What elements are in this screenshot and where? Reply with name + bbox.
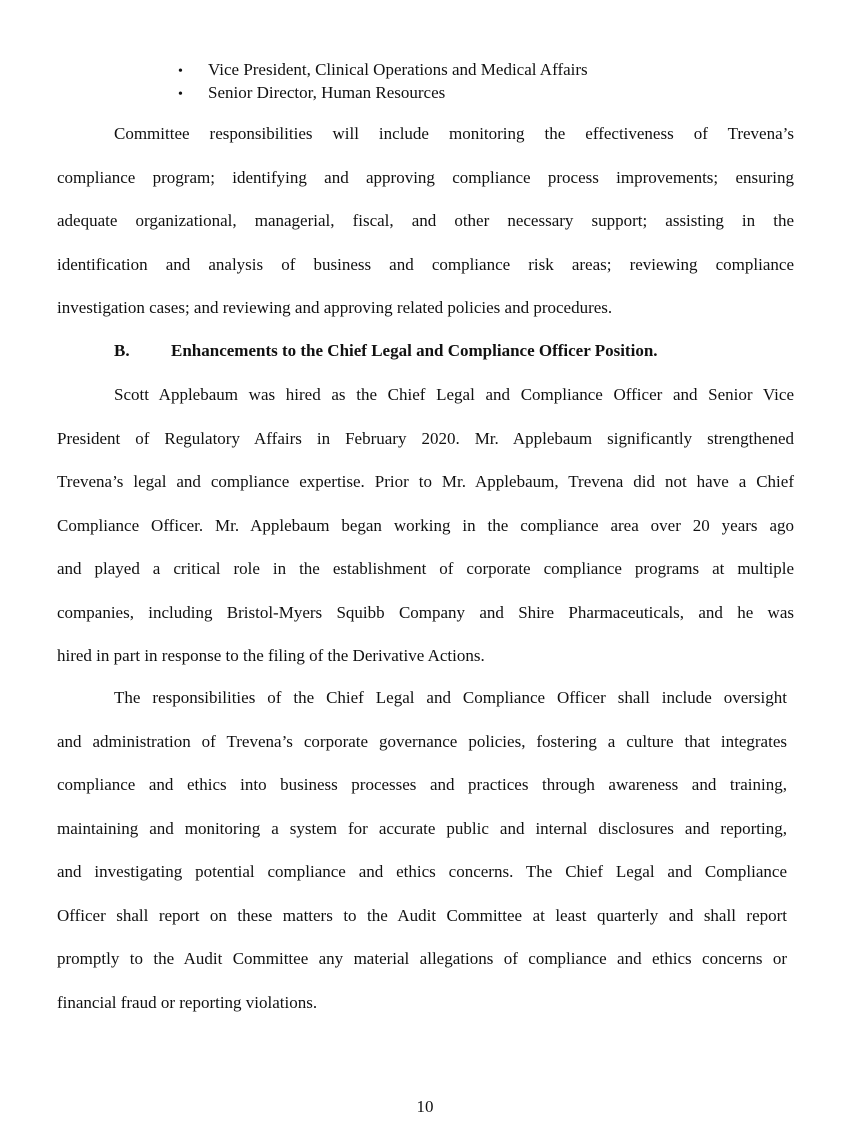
bullet-icon: • [178,87,183,102]
text-line: Scott Applebaum was hired as the Chief Legal and Compliance Officer and Senior Vice [114,385,794,404]
text-line: Officer shall report on these matters to the Audit Committee at least quarterly and shall report [57,905,787,925]
text-line: compliance program; identifying and approving compliance process improvements; ensuring [57,167,794,187]
text-line: maintaining and monitoring a system for accurate public and internal disclosures and reporting, [57,818,787,838]
text-line: and administration of Trevena’s corporate governance policies, fostering a culture that integrates [57,731,787,751]
text-line: promptly to the Audit Committee any material allegations of compliance and ethics concerns or [57,949,787,968]
list-item [178,81,588,104]
text-line: investigation cases; and reviewing and approving related policies and procedures. [57,298,613,317]
bullet-text: Vice President, Clinical Operations and Medical Affairs [208,60,588,79]
page-number: 10 [416,1097,434,1116]
bullet-icon: • [178,64,183,79]
text-line: Compliance Officer. Mr. Applebaum began working in the compliance area over 20 years ago [57,515,794,535]
bullet-text: Senior Director, Human Resources [208,83,446,102]
text-line: The responsibilities of the Chief Legal and Compliance Officer shall include oversight [114,688,787,707]
bullet-list [178,58,588,104]
text-line: Trevena’s legal and compliance expertise. Prior to Mr. Applebaum, Trevena did not have a Chief [57,472,794,491]
text-line: and played a critical role in the establishment of corporate compliance programs at multiple [57,559,794,578]
text-line: compliance and ethics into business processes and practices through awareness and training, [57,775,787,794]
list-item [178,58,588,81]
text-line: hired in part in response to the filing of the Derivative Actions. [57,646,485,665]
paragraph-clco-responsibilities [57,676,787,1024]
paragraph-applebaum-hire [57,373,794,678]
section-letter: B. [114,341,130,360]
text-line: financial fraud or reporting violations. [57,992,318,1012]
text-line: President of Regulatory Affairs in February 2020. Mr. Applebaum significantly strengthened [57,428,794,448]
section-title: Enhancements to the Chief Legal and Compliance Officer Position. [171,341,658,360]
text-line: adequate organizational, managerial, fiscal, and other necessary support; assisting in the [57,211,794,230]
text-line: and investigating potential compliance and ethics concerns. The Chief Legal and Compliance [57,862,787,881]
text-line: Committee responsibilities will include monitoring the effectiveness of Trevena’s [114,124,794,143]
text-line: companies, including Bristol-Myers Squibb Company and Shire Pharmaceuticals, and he was [57,602,794,622]
text-line: identification and analysis of business and compliance risk areas; reviewing compliance [57,254,794,274]
section-heading [114,341,658,361]
paragraph-committee-responsibilities [57,112,794,330]
